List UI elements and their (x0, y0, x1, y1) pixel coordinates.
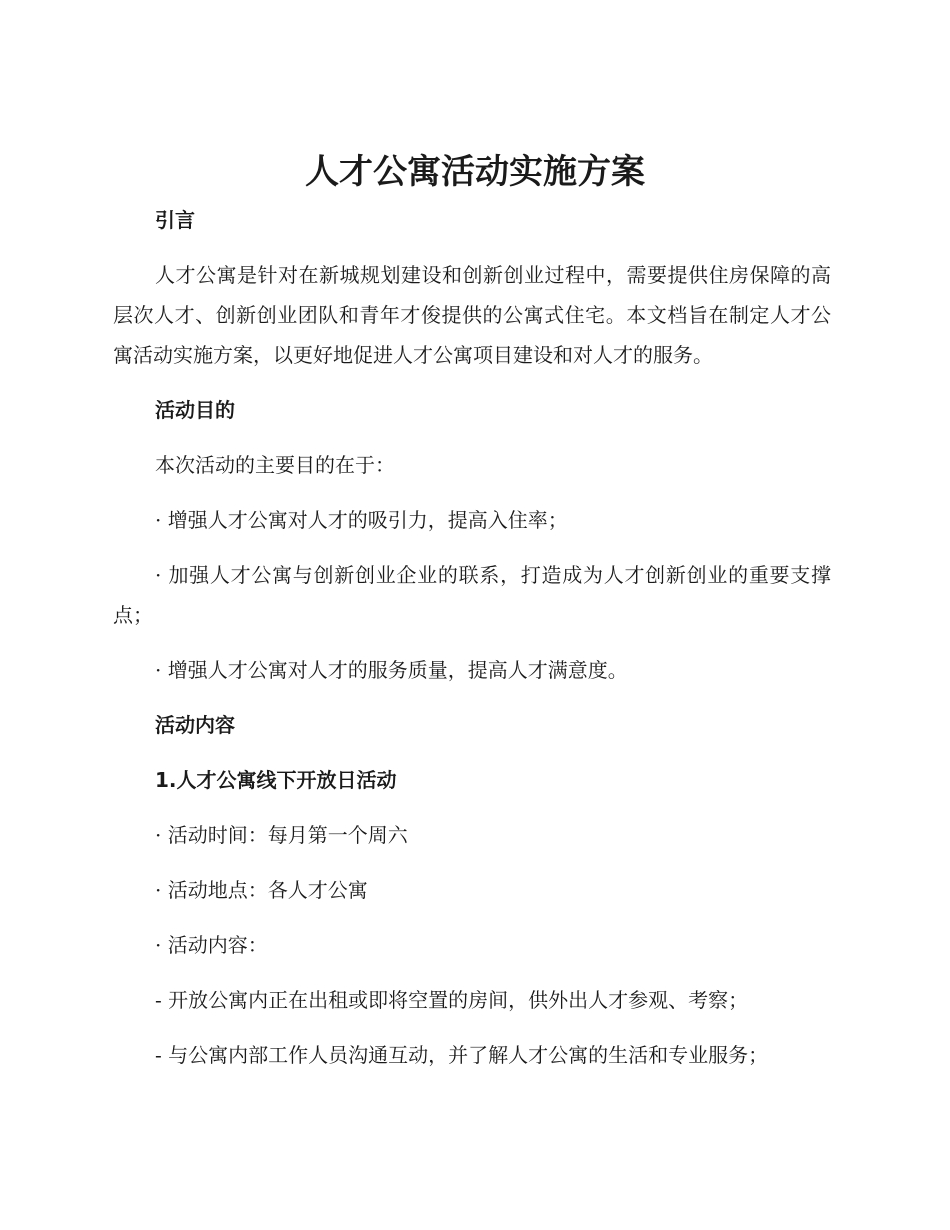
document-title: 人才公寓活动实施方案 (305, 152, 645, 192)
document-body (113, 200, 831, 1075)
content-item: · 活动地点：各人才公寓 (155, 878, 368, 902)
purpose-item: · 加强人才公寓与创新创业企业的联系，打造成为人才创新创业的重要支撑点； (113, 563, 831, 627)
purpose-lead: 本次活动的主要目的在于： (155, 453, 395, 477)
purpose-item: · 增强人才公寓对人才的吸引力，提高入住率； (155, 508, 568, 532)
purpose-item: · 增强人才公寓对人才的服务质量，提高人才满意度。 (155, 658, 628, 682)
content-item: - 与公寓内部工作人员沟通互动，并了解人才公寓的生活和专业服务； (155, 1043, 769, 1067)
section-heading-purpose: 活动目的 (155, 398, 235, 422)
content-item: · 活动时间：每月第一个周六 (155, 823, 408, 847)
subsection-heading-open-day: 1.人才公寓线下开放日活动 (155, 768, 397, 792)
content-item: · 活动内容： (155, 933, 268, 957)
section-heading-intro: 引言 (155, 208, 195, 232)
intro-paragraph: 人才公寓是针对在新城规划建设和创新创业过程中，需要提供住房保障的高层次人才、创新创业团队和青年才俊提供的公寓式住宅。本文档旨在制定人才公寓活动实施方案，以更好地促进人才公寓项目建设和对人才的服务。 (113, 263, 831, 367)
content-item: - 开放公寓内正在出租或即将空置的房间，供外出人才参观、考察； (155, 988, 749, 1012)
section-heading-content: 活动内容 (155, 713, 235, 737)
